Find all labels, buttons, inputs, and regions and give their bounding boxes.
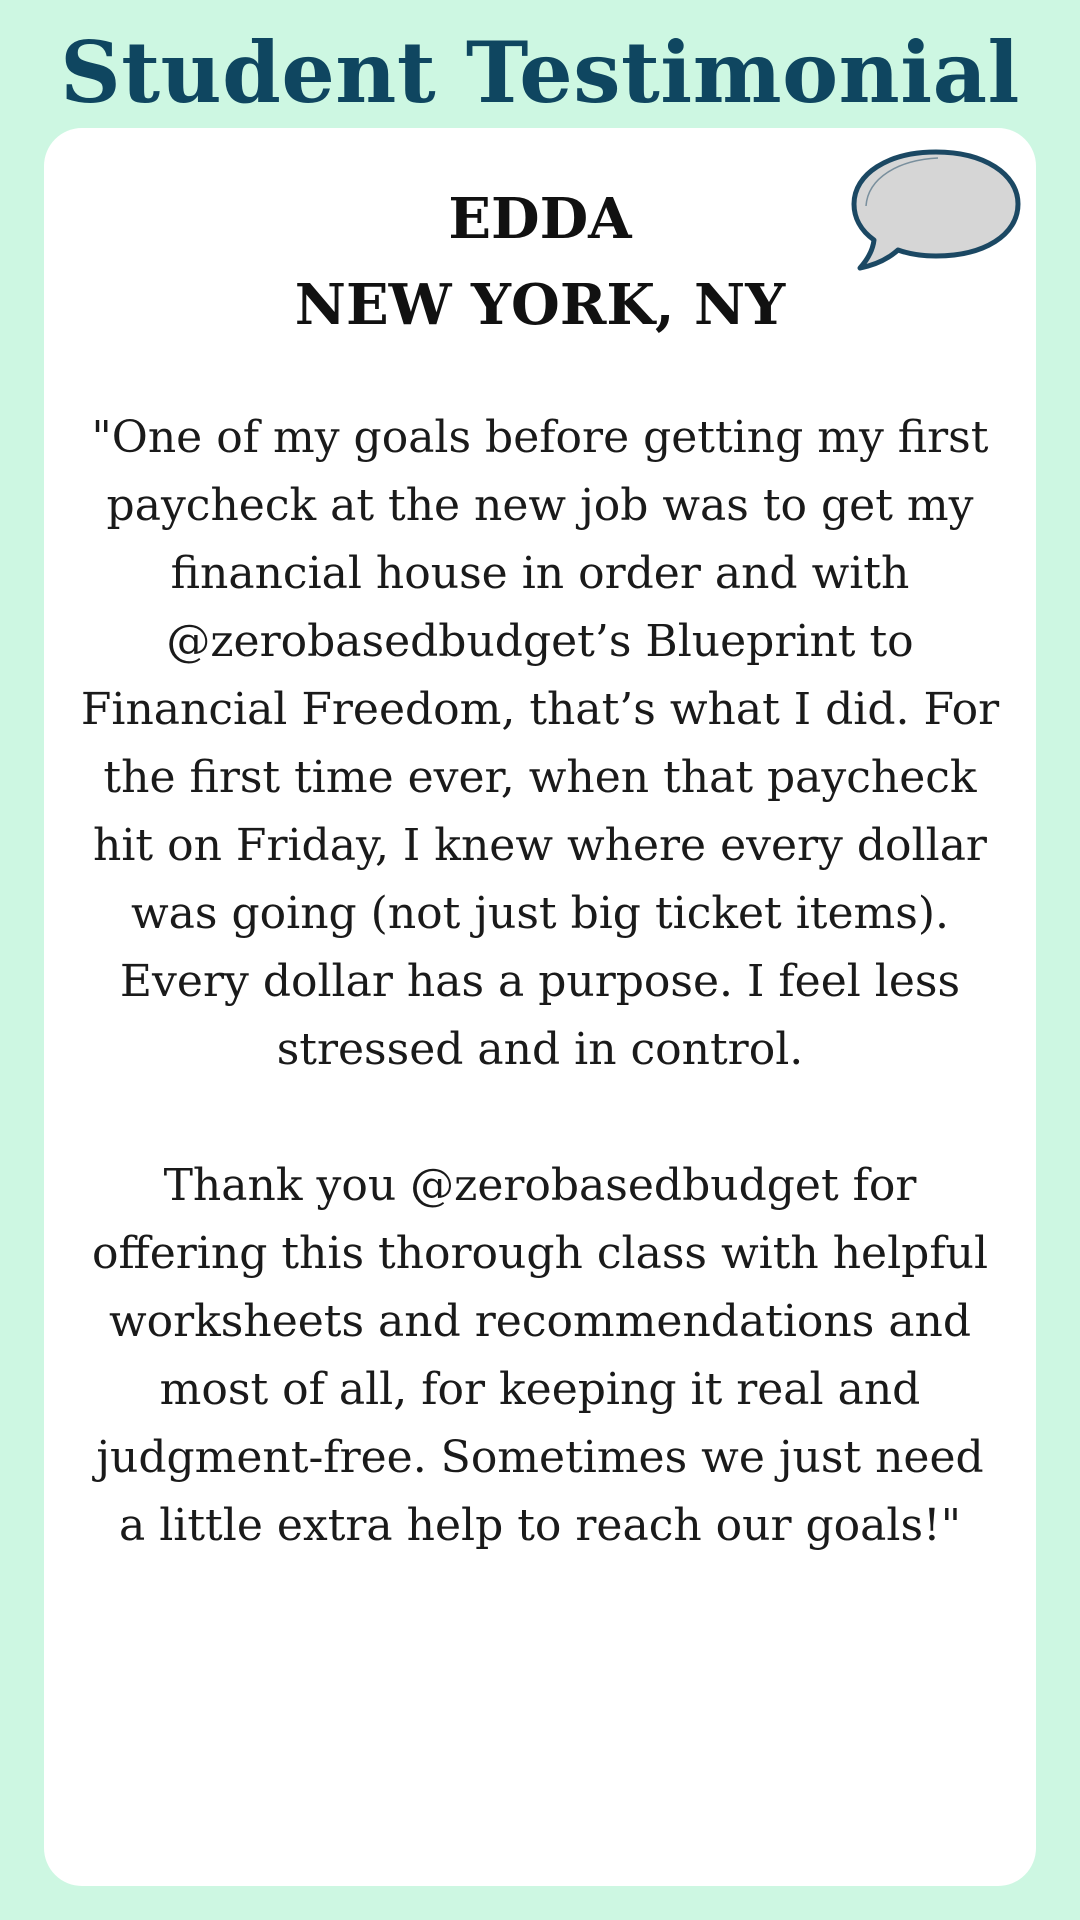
testimonial-quote [80, 404, 1000, 1560]
quote-paragraph: "One of my goals before getting my first paycheck at the new job was to get my financial house in order and with @zerobasedbudget’s Blueprint to Financial Freedom, that’s what I did. For the first time ever, when that paycheck hit on Friday, I knew where every dollar was going (not just big ticket items). Every dollar has a purpose. I feel less stressed and in control. [80, 412, 1000, 1075]
quote-paragraph: Thank you @zerobasedbudget for offering this thorough class with helpful worksheets and recommendations and most of all, for keeping it real and judgment-free. Sometimes we just need a little extra help to reach our goals!" [91, 1160, 989, 1551]
student-location: NEW YORK, NY [294, 272, 786, 338]
testimonial-card [44, 128, 1036, 1886]
page-title: Student Testimonial [60, 23, 1020, 122]
student-name: EDDA [448, 186, 632, 252]
